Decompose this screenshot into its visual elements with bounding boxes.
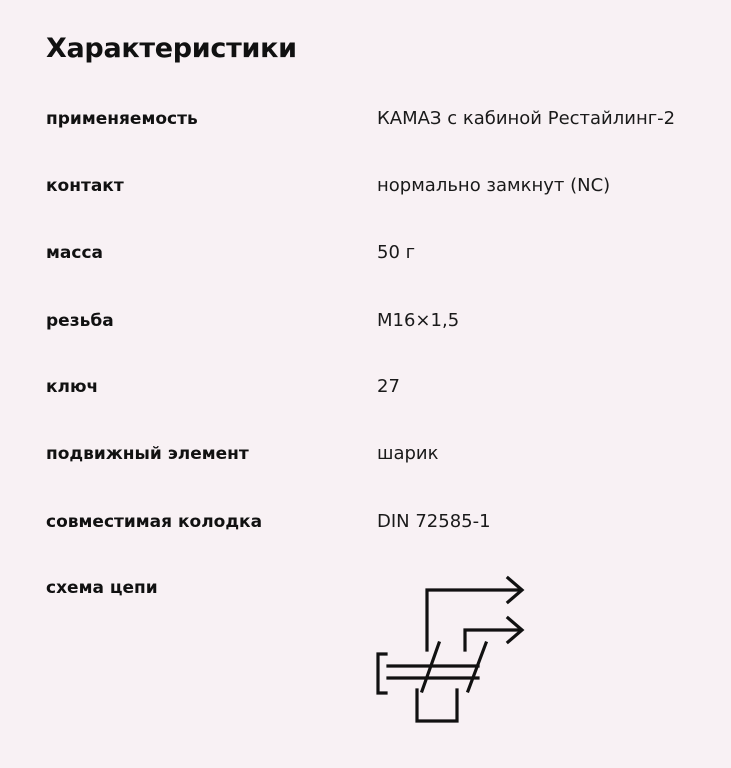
spec-value: КАМАЗ с кабиной Рестайлинг-2 — [377, 108, 676, 129]
spec-name: резьба — [46, 311, 114, 331]
spec-row-mass — [0, 238, 731, 268]
spec-row-wrench — [0, 372, 731, 402]
page-title: Характеристики — [46, 33, 297, 64]
spec-row-thread — [0, 306, 731, 336]
spec-row-contact — [0, 171, 731, 201]
spec-row-applicability — [0, 104, 731, 134]
spec-name: контакт — [46, 176, 124, 196]
spec-name: применяемость — [46, 109, 198, 129]
spec-name: подвижный элемент — [46, 444, 249, 464]
spec-value: 50 г — [377, 242, 416, 263]
spec-value: 27 — [377, 376, 400, 397]
spec-name: масса — [46, 243, 103, 263]
spec-value: DIN 72585-1 — [377, 511, 491, 532]
spec-row-moving-element — [0, 439, 731, 469]
spec-row-connector — [0, 507, 731, 537]
spec-name: схема цепи — [46, 578, 158, 598]
spec-name: ключ — [46, 377, 99, 397]
spec-row-circuit — [0, 573, 731, 603]
spec-value: М16×1,5 — [377, 310, 460, 331]
spec-value: шарик — [377, 443, 439, 464]
spec-name: совместимая колодка — [46, 512, 263, 532]
spec-value: нормально замкнут (NC) — [377, 175, 611, 196]
circuit-diagram-icon — [370, 570, 540, 735]
